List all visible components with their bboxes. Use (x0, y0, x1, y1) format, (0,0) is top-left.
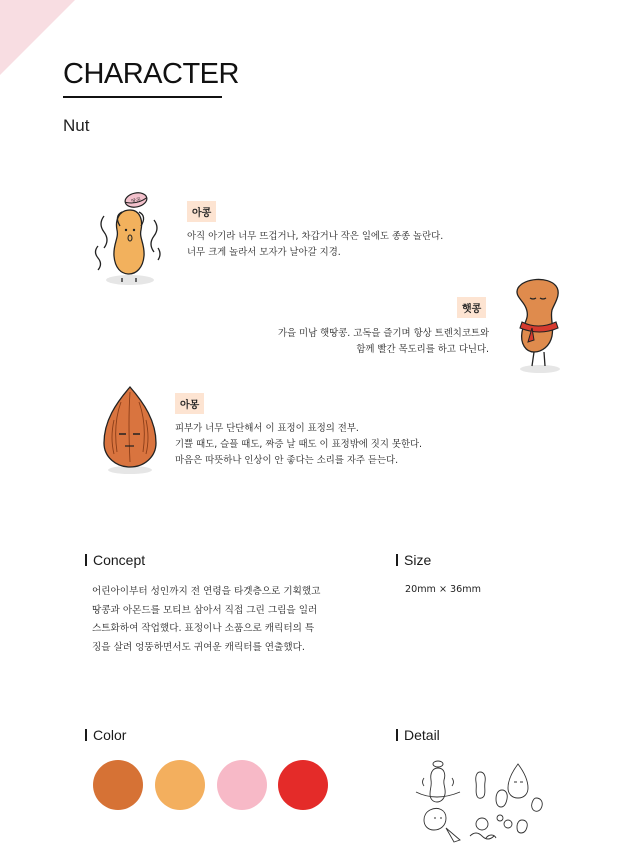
size-heading: Size (396, 552, 431, 568)
concept-text: 어린아이부터 성인까지 전 연령을 타겟층으로 기획했고 땅콩과 아몬드를 모티브 삼아서 직접 그린 그림을 일러 스트화하여 작업했다. 표정이나 소품으로 캐릭터의 특 징을 살려 엉뚱하면서도 귀여운 캐릭터를 연출했다. (92, 586, 321, 653)
character-name-haetkong: 햇콩 (457, 297, 486, 318)
detail-heading: Detail (396, 727, 440, 743)
character-desc-akong: 아직 아기라 너무 뜨겁거나, 차갑거나 작은 일에도 종종 놀란다. 너무 크게 놀라서 모자가 날아갈 지경. (187, 231, 444, 258)
title-underline (63, 96, 222, 98)
color-swatch-red (278, 760, 328, 810)
heading-bar (85, 729, 87, 741)
character-name-akong: 아콩 (187, 201, 216, 222)
heading-bar (396, 729, 398, 741)
among-illustration (101, 384, 159, 476)
akong-illustration (92, 186, 164, 290)
color-swatch-light-orange (155, 760, 205, 810)
size-value: 20mm × 36mm (405, 584, 481, 595)
color-swatch-pink (217, 760, 267, 810)
character-desc-among: 피부가 너무 단단해서 이 표정이 표정의 전부. 기쁠 때도, 슬플 때도, 짜증 날 때도 이 표정밖에 짓지 못한다. 마음은 따뜻하나 인상이 안 좋다는 소리를 자주 듣는다. (175, 423, 423, 466)
concept-heading: Concept (85, 552, 145, 568)
heading-bar (396, 554, 398, 566)
character-desc-haetkong: 가을 미남 햇땅콩. 고독을 즐기며 항상 트렌치코트와 함께 빨간 목도리를 하고 다닌다. (277, 328, 489, 355)
color-swatch-orange (93, 760, 143, 810)
heading-bar (85, 554, 87, 566)
detail-sketches (410, 758, 560, 846)
character-name-among: 아몽 (175, 393, 204, 414)
page-subtitle: Nut (63, 116, 90, 135)
page-title: CHARACTER (63, 58, 239, 90)
haetkong-illustration (508, 276, 566, 376)
color-heading: Color (85, 727, 126, 743)
hat-label: 땅콩 (130, 197, 142, 205)
